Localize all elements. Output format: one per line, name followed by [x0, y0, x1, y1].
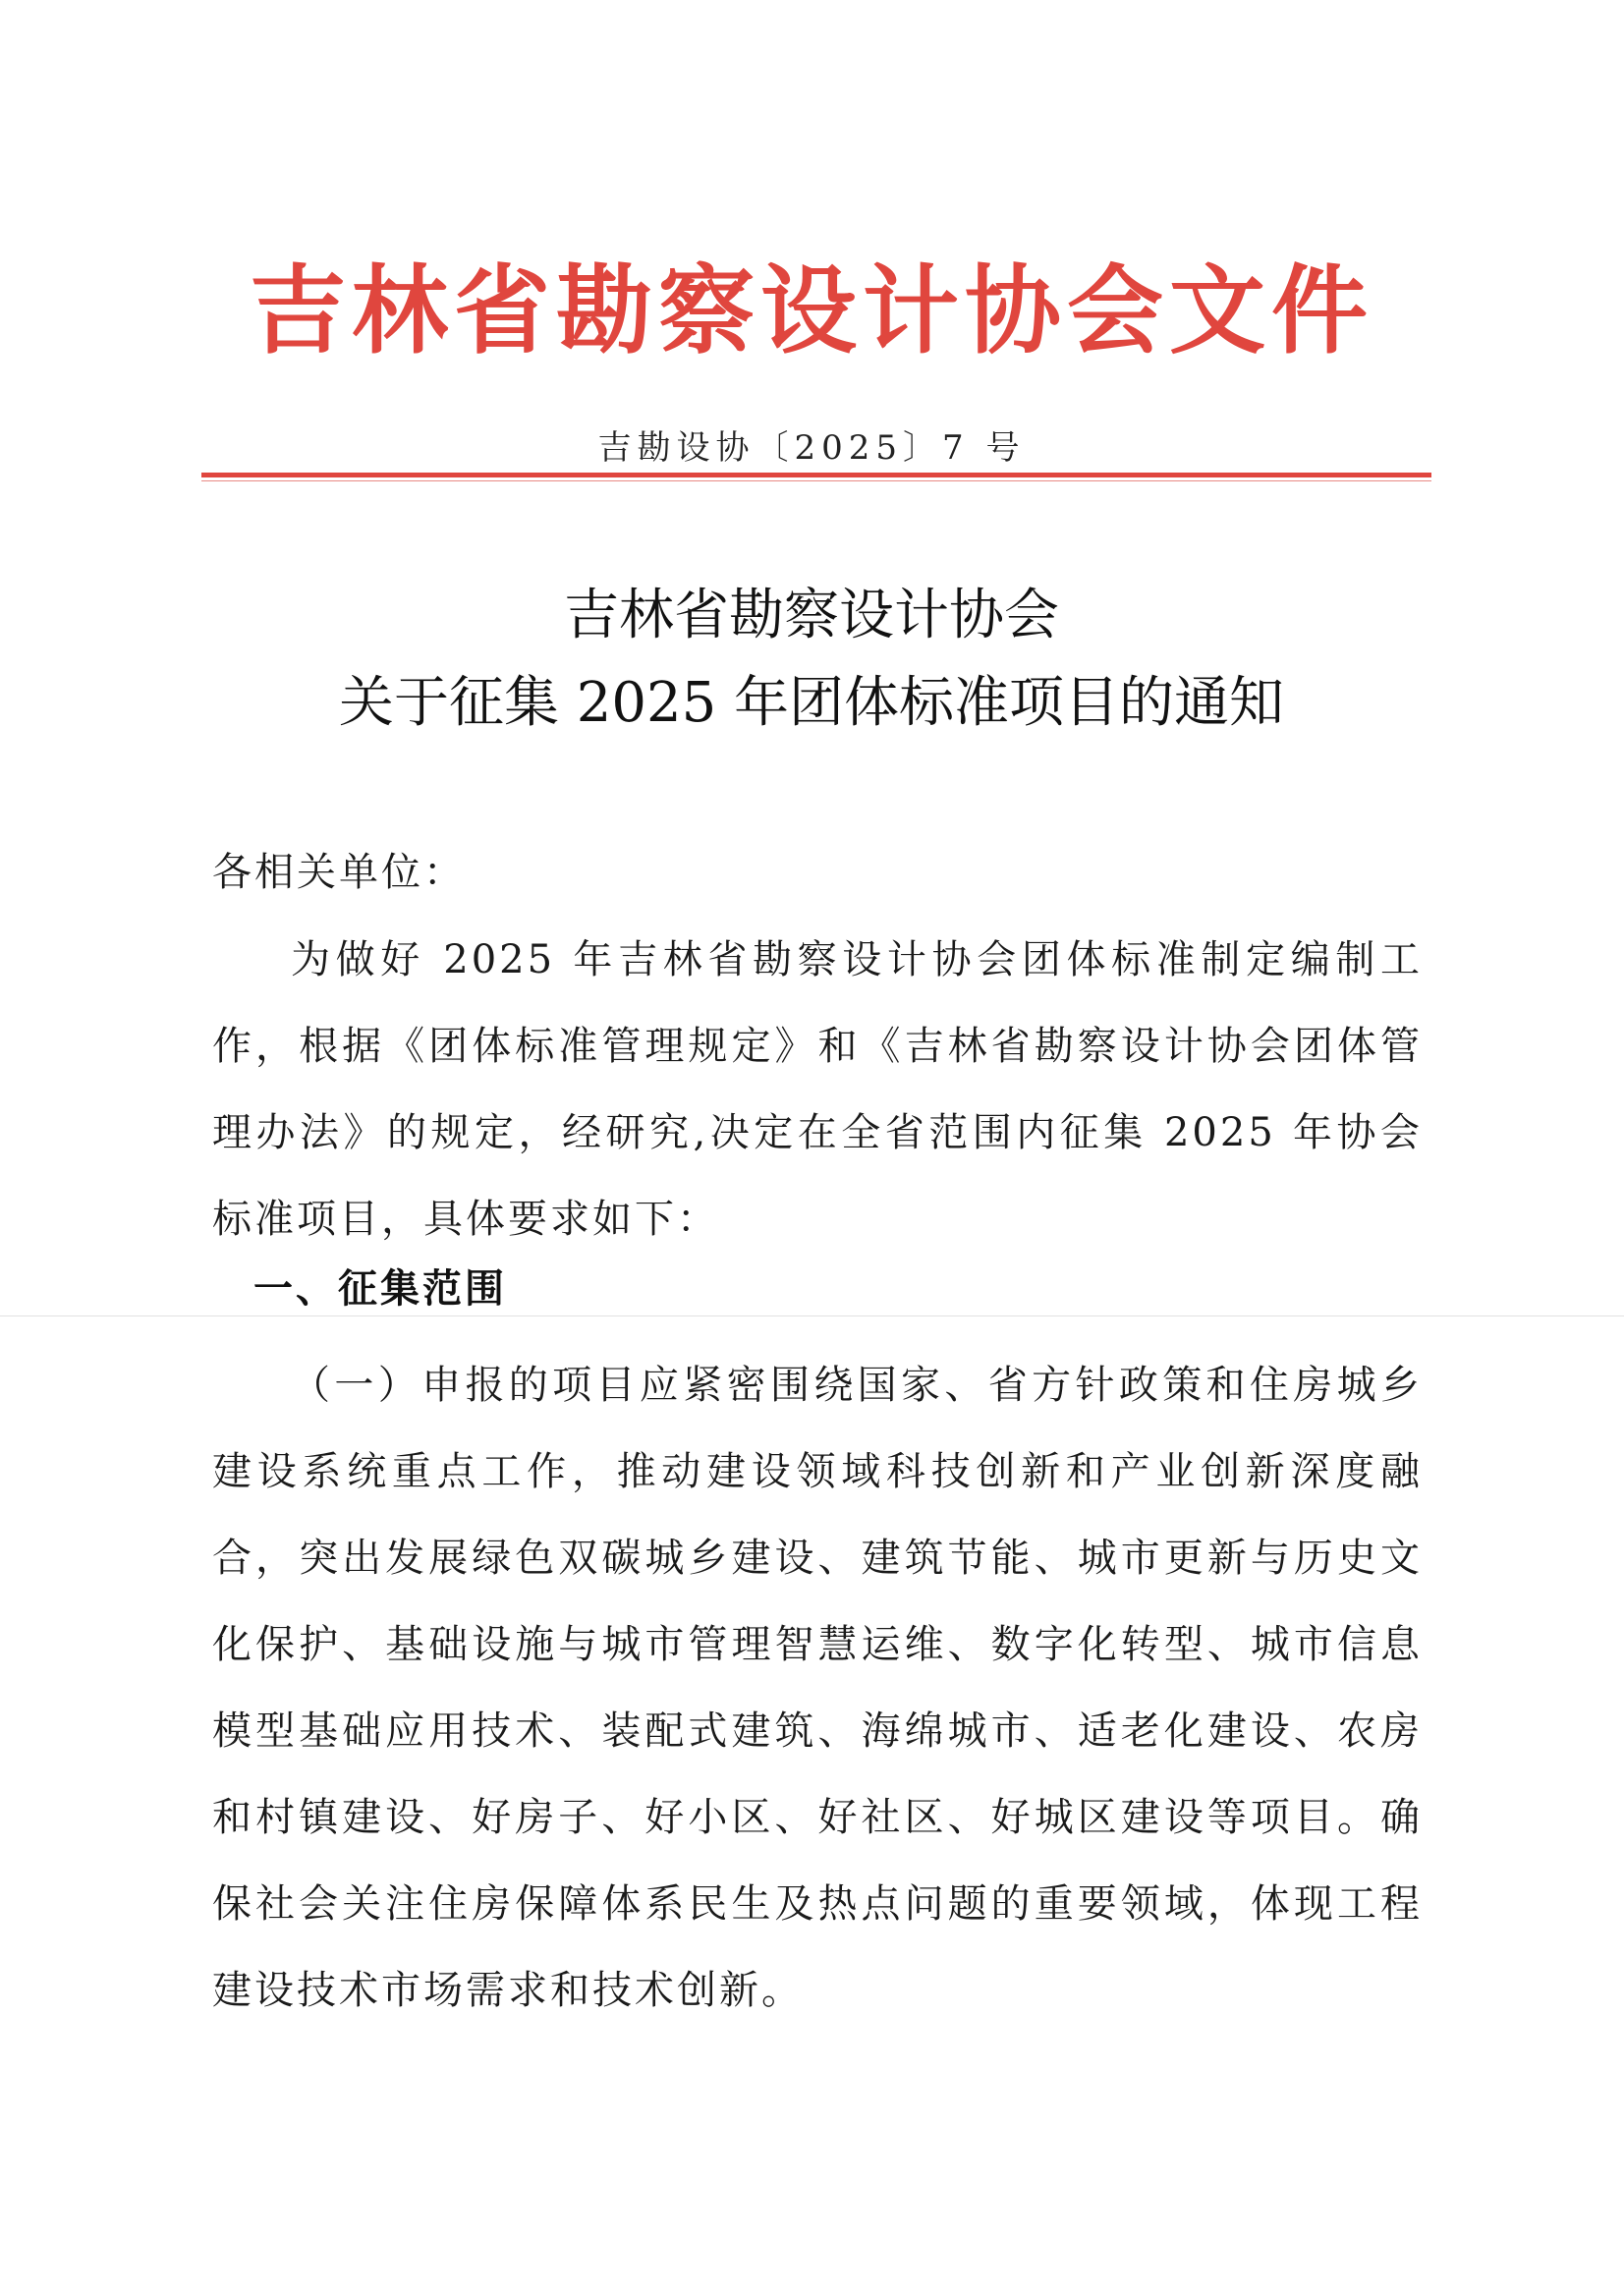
salutation: 各相关单位： [212, 850, 466, 895]
red-divider-line [201, 473, 1431, 477]
document-number: 吉勘设协〔2025〕7 号 [597, 428, 1026, 468]
section-heading-1: 一、征集范围 [253, 1266, 507, 1312]
org-header-title: 吉林省勘察设计协会文件 [249, 254, 1373, 367]
red-divider-line-thin [201, 480, 1431, 481]
body-paragraph-2: （一）申报的项目应紧密围绕国家、省方针政策和住房城乡建设系统重点工作，推动建设领域科技创新和产业创新深度融合，突出发展绿色双碳城乡建设、建筑节能、城市更新与历史文化保护、基础设施与城市管理智慧运维、数字化转型、城市信息模型基础应用技术、装配式建筑、海绵城市、适老化建设、农房和村镇建设、好房子、好小区、好社区、好城区建设等项目。确保社会关注住房保障体系民生及热点问题的重要领域，体现工程建设技术市场需求和技术创新。 [212, 1363, 1423, 2013]
body-paragraph-1: 为做好 2025 年吉林省勘察设计协会团体标准制定编制工作，根据《团体标准管理规定》和《吉林省勘察设计协会团体管理办法》的规定，经研究,决定在全省范围内征集 2025 年协会标准项目，具体要求如下： [212, 937, 1423, 1242]
notice-title-line2: 关于征集 2025 年团体标准项目的通知 [338, 671, 1285, 735]
scan-seam [0, 1315, 1624, 1316]
notice-title-line1: 吉林省勘察设计协会 [564, 584, 1059, 647]
